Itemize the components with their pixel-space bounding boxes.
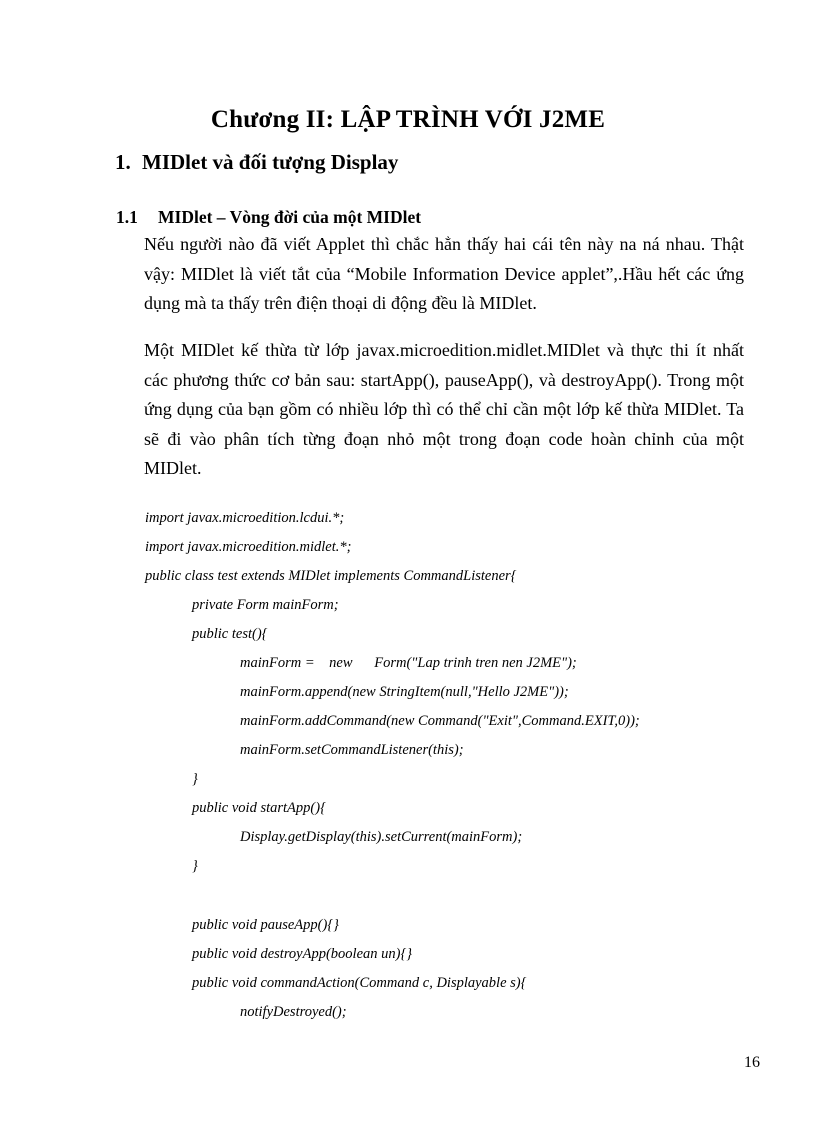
page-number: 16 [744,1054,760,1071]
code-line: } [192,771,198,787]
code-line: mainForm.append(new StringItem(null,"Hello J2ME")); [240,684,569,700]
code-line: public test(){ [192,626,268,642]
code-line: mainForm = new Form("Lap trinh tren nen J2ME"); [240,655,577,671]
section-heading [115,150,398,175]
code-line: Display.getDisplay(this).setCurrent(mainForm); [240,829,523,845]
code-line: mainForm.addCommand(new Command("Exit",Command.EXIT,0)); [240,713,640,729]
code-line: private Form mainForm; [192,597,339,613]
code-line: public void commandAction(Command c, Displayable s){ [192,975,527,991]
section-title-text: MIDlet và đối tượng Display [142,150,399,174]
code-line: public void startApp(){ [192,800,326,816]
code-line: } [192,858,198,874]
subsection-title-text: MIDlet – Vòng đời của một MIDlet [158,207,422,227]
paragraph-midlet-methods: Một MIDlet kế thừa từ lớp javax.microedition.midlet.MIDlet và thực thi ít nhất các phương thức cơ bản sau: startApp(), pauseApp(), và destroyApp(). Trong một ứng dụng của bạn gồm có nhiều lớp thì có thể chỉ cần một lớp kế thừa MIDlet. Ta sẽ đi vào phân tích từng đoạn nhỏ một trong đoạn code hoàn chỉnh của một MIDlet. [144,340,744,478]
chapter-title: Chương II: LẬP TRÌNH VỚI J2ME [210,106,606,133]
subsection-heading [116,207,421,228]
code-line: public void pauseApp(){} [192,917,339,933]
code-line: public void destroyApp(boolean un){} [192,946,413,962]
code-line: notifyDestroyed(); [240,1004,347,1020]
subsection-number: 1.1 [116,207,138,227]
code-line: mainForm.setCommandListener(this); [240,742,464,758]
code-line: import javax.microedition.midlet.*; [145,539,352,555]
section-number: 1. [115,150,131,174]
code-line: import javax.microedition.lcdui.*; [145,510,345,526]
code-line: public class test extends MIDlet implements CommandListener{ [145,568,517,584]
paragraph-intro: Nếu người nào đã viết Applet thì chắc hẳn thấy hai cái tên này na ná nhau. Thật vậy: MIDlet là viết tắt của “Mobile Information Device applet”,.Hầu hết các ứng dụng mà ta thấy trên điện thoại di động đều là MIDlet. [144,234,744,313]
